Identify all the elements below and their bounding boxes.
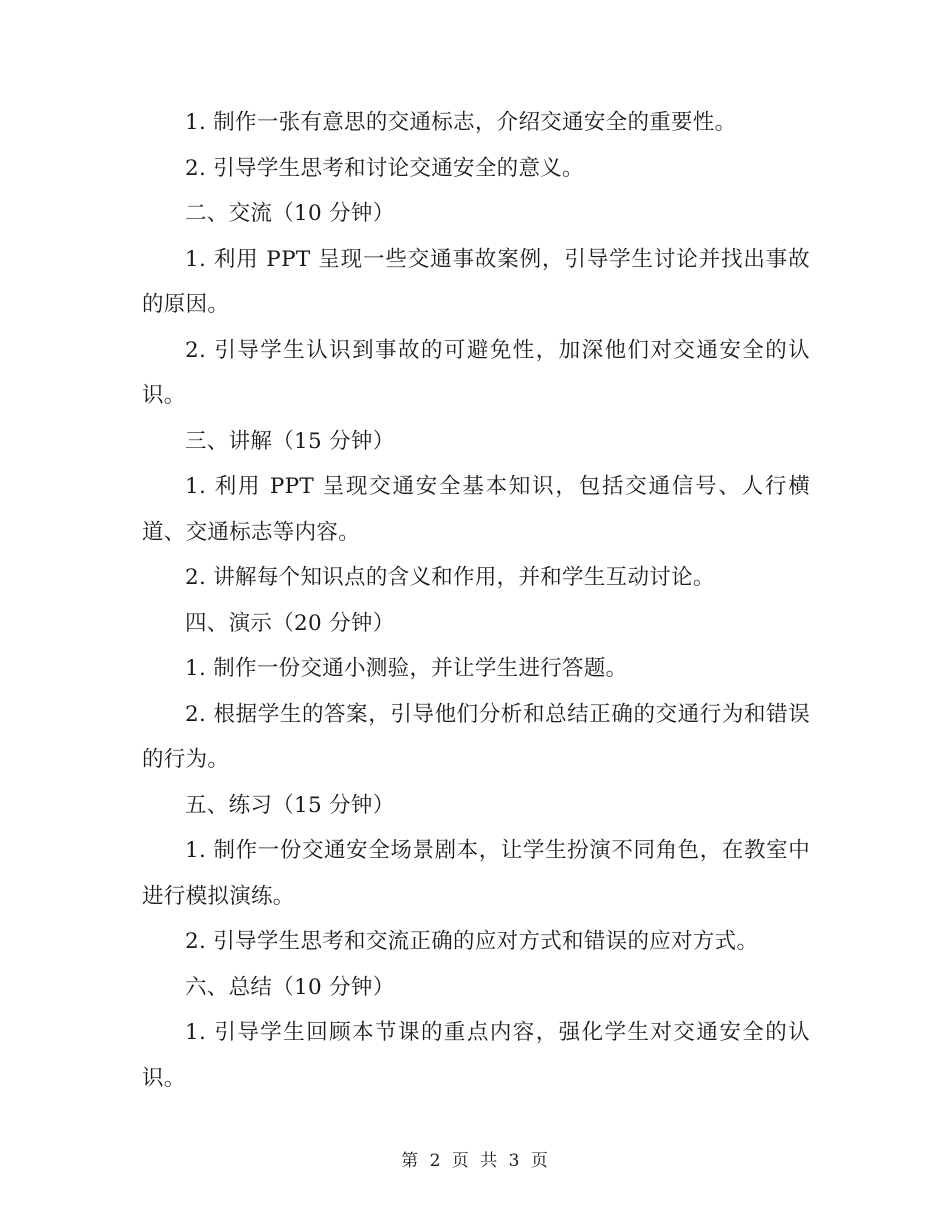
list-item: 2. 根据学生的答案，引导他们分析和总结正确的交通行为和错误的行为。 [142,701,810,772]
page-number-footer: 第 2 页 共 3 页 [401,1151,549,1171]
list-item: 1. 制作一份交通小测验，并让学生进行答题。 [185,656,628,681]
list-item: 2. 讲解每个知识点的含义和作用，并和学生互动讨论。 [185,565,715,590]
list-item: 2. 引导学生认识到事故的可避免性，加深他们对交通安全的认识。 [142,337,810,408]
list-item: 1. 利用 PPT 呈现交通安全基本知识，包括交通信号、人行横道、交通标志等内容。 [142,474,810,545]
list-item: 1. 制作一张有意思的交通标志，介绍交通安全的重要性。 [185,110,737,135]
list-item: 1. 引导学生回顾本节课的重点内容，强化学生对交通安全的认识。 [142,1020,810,1091]
list-item: 1. 利用 PPT 呈现一些交通事故案例，引导学生讨论并找出事故的原因。 [142,246,810,317]
section-heading: 三、讲解（15 分钟） [185,428,395,454]
section-heading: 五、练习（15 分钟） [185,792,395,818]
list-item: 2. 引导学生思考和交流正确的应对方式和错误的应对方式。 [185,929,759,954]
section-heading: 二、交流（10 分钟） [185,201,395,226]
section-heading: 四、演示（20 分钟） [185,610,395,636]
list-item: 1. 制作一份交通安全场景剧本，让学生扮演不同角色，在教室中进行模拟演练。 [142,838,810,909]
document-body [142,100,810,1101]
section-heading: 六、总结（10 分钟） [185,974,395,1000]
list-item: 2. 引导学生思考和讨论交通安全的意义。 [185,155,584,181]
